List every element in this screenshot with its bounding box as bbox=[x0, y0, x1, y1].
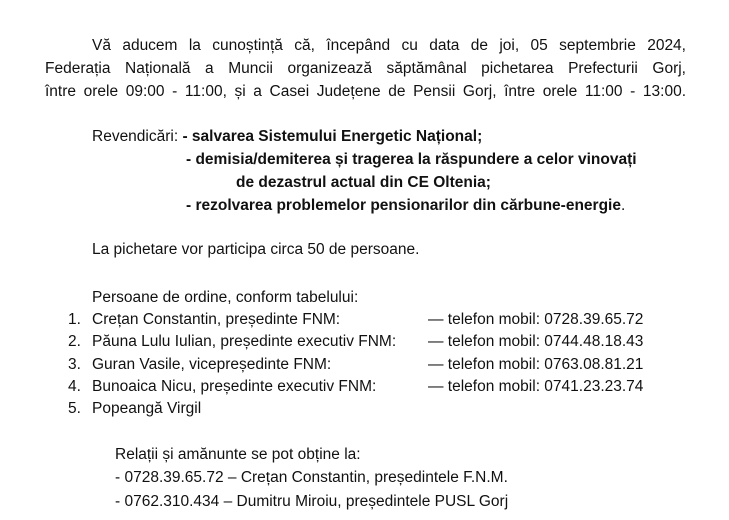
intro-line-3: între orele 09:00 - 11:00, și a Casei Județene de Pensii Gorj, între orele 11:00 - 13:00. bbox=[45, 83, 686, 100]
list-item-number: 3. bbox=[68, 356, 81, 373]
list-item-number: 2. bbox=[68, 333, 81, 350]
person-name: Crețan Constantin, președinte FNM: bbox=[92, 311, 341, 328]
intro-line-2: Federația Națională a Muncii organizează săptămânal pichetarea Prefecturii Gorj, bbox=[45, 60, 686, 77]
person-phone: — telefon mobil: 0744.48.18.43 bbox=[428, 333, 644, 350]
orderly-heading: Persoane de ordine, conform tabelului: bbox=[92, 289, 359, 306]
list-item-number: 1. bbox=[68, 311, 81, 328]
participants-text: La pichetare vor participa circa 50 de persoane. bbox=[92, 241, 420, 258]
person-phone: — telefon mobil: 0763.08.81.21 bbox=[428, 356, 644, 373]
demand-item-3-row bbox=[186, 196, 625, 216]
person-name: Bunoaica Nicu, președinte executiv FNM: bbox=[92, 378, 377, 395]
list-item-number: 4. bbox=[68, 378, 81, 395]
demands-label: Revendicări: bbox=[92, 128, 179, 145]
demand-item-2-continued: de dezastrul actual din CE Oltenia; bbox=[236, 174, 491, 191]
person-name: Popeangă Virgil bbox=[92, 400, 202, 417]
demand-item-3-period: . bbox=[620, 197, 626, 214]
person-phone: — telefon mobil: 0728.39.65.72 bbox=[428, 311, 644, 328]
demand-item-2: - demisia/demiterea și tragerea la răspundere a celor vinovați bbox=[186, 151, 637, 168]
demand-item-3: - rezolvarea problemelor pensionarilor din cărbune-energie bbox=[186, 197, 621, 214]
person-name: Păuna Lulu Iulian, președinte executiv FNM: bbox=[92, 333, 397, 350]
intro-line-1: Vă aducem la cunoștință că, începând cu data de joi, 05 septembrie 2024, bbox=[92, 37, 686, 54]
demand-item-1: - salvarea Sistemului Energetic Național; bbox=[182, 128, 483, 145]
person-phone: — telefon mobil: 0741.23.23.74 bbox=[428, 378, 644, 395]
person-name: Guran Vasile, vicepreședinte FNM: bbox=[92, 356, 332, 373]
demands-block bbox=[92, 127, 482, 147]
contact-item-2: - 0762.310.434 – Dumitru Miroiu, președintele PUSL Gorj bbox=[115, 493, 509, 510]
contacts-heading: Relații și amănunte se pot obține la: bbox=[115, 446, 361, 463]
contact-item-1: - 0728.39.65.72 – Crețan Constantin, președintele F.N.M. bbox=[115, 469, 508, 486]
list-item-number: 5. bbox=[68, 400, 81, 417]
